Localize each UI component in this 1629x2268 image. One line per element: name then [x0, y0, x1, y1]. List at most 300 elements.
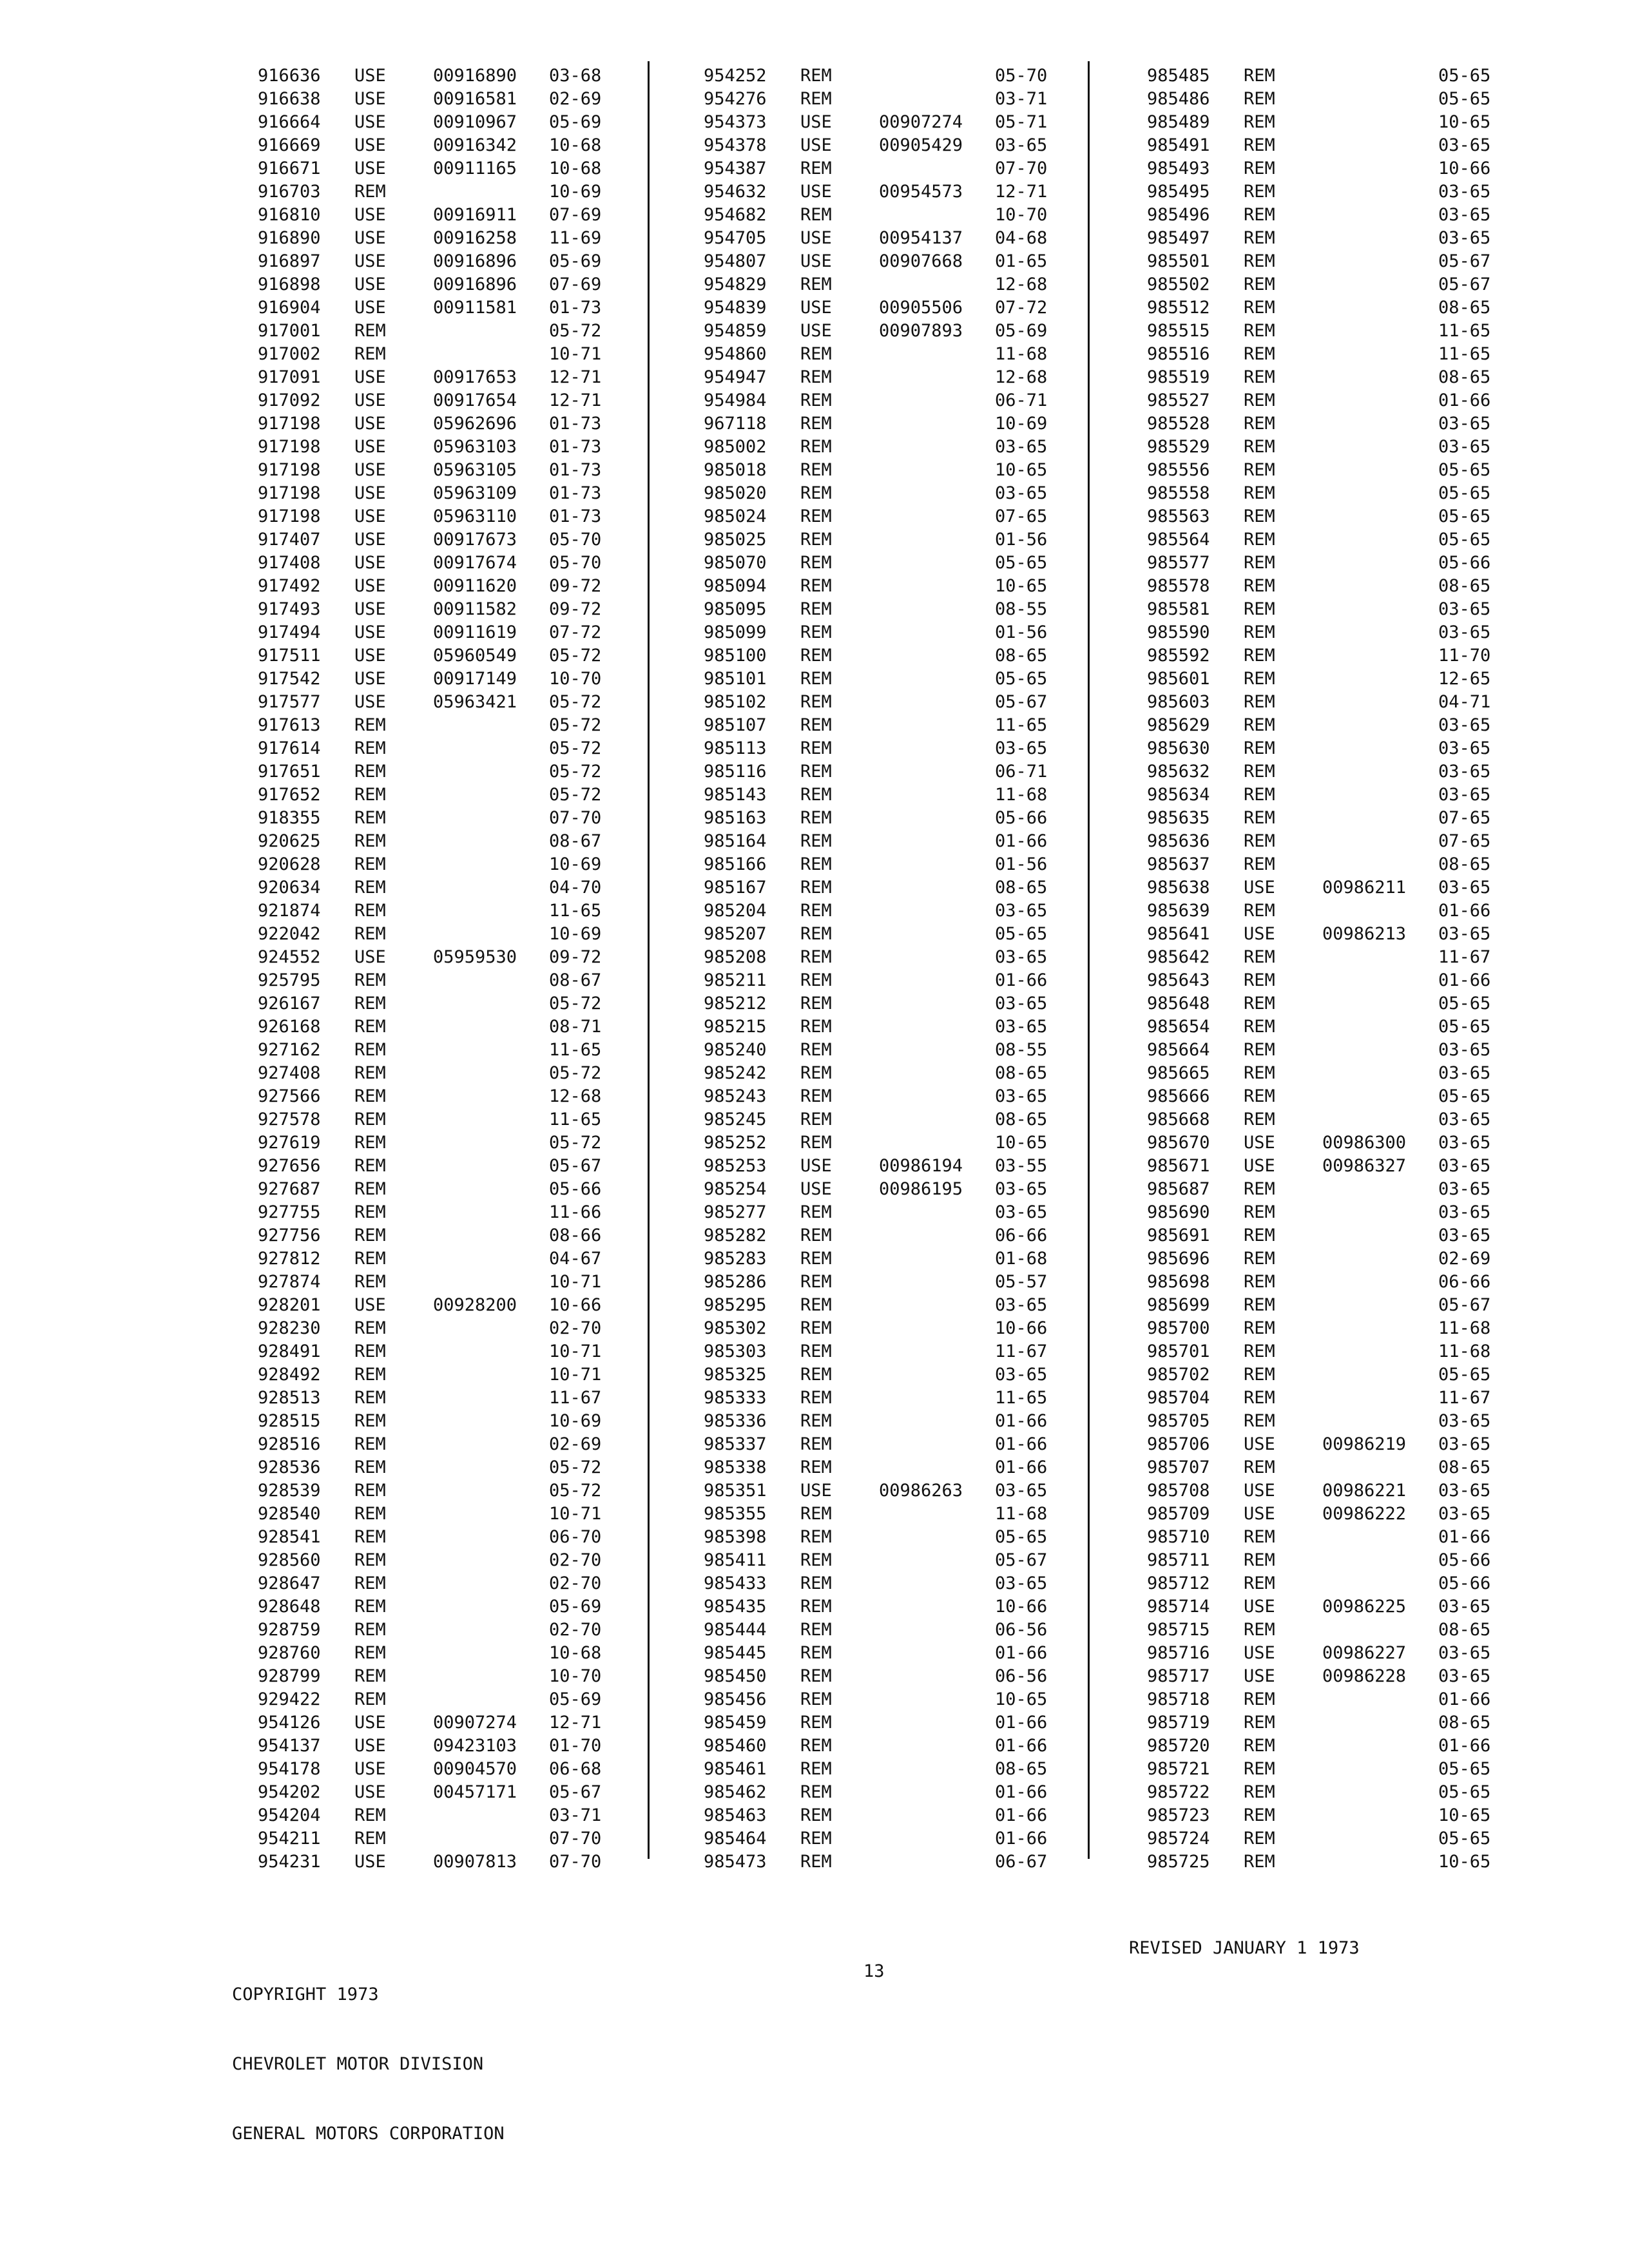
- effective-date: 03-65: [1438, 1666, 1491, 1686]
- part-number: 985002: [704, 437, 767, 457]
- part-number: 917198: [258, 460, 321, 480]
- action-code: REM: [800, 390, 832, 410]
- action-code: USE: [1244, 1666, 1275, 1686]
- replacement-number: 05963103: [433, 437, 517, 457]
- effective-date: 10-65: [1438, 112, 1491, 132]
- action-code: REM: [800, 1829, 832, 1849]
- action-code: REM: [1244, 344, 1275, 364]
- effective-date: 03-65: [995, 483, 1048, 503]
- part-number: 985444: [704, 1620, 767, 1640]
- replacement-number: 00907893: [879, 321, 963, 341]
- replacement-number: 00917673: [433, 530, 517, 550]
- corporation-line: GENERAL MOTORS CORPORATION: [232, 2124, 505, 2144]
- action-code: USE: [800, 135, 832, 155]
- part-number: 985445: [704, 1643, 767, 1663]
- effective-date: 01-66: [995, 1713, 1048, 1733]
- part-number: 917542: [258, 669, 321, 689]
- replacement-number: 00928200: [433, 1295, 517, 1315]
- part-number: 985295: [704, 1295, 767, 1315]
- effective-date: 05-72: [549, 994, 602, 1014]
- action-code: REM: [1244, 1457, 1275, 1477]
- action-code: REM: [1244, 1759, 1275, 1779]
- effective-date: 05-65: [1438, 994, 1491, 1014]
- action-code: REM: [354, 1643, 386, 1663]
- effective-date: 07-72: [549, 622, 602, 642]
- action-code: USE: [354, 66, 386, 86]
- action-code: REM: [800, 1225, 832, 1245]
- effective-date: 02-70: [549, 1550, 602, 1570]
- action-code: REM: [800, 1110, 832, 1129]
- part-number: 985670: [1147, 1133, 1210, 1153]
- part-number: 916638: [258, 89, 321, 109]
- part-number: 985687: [1147, 1179, 1210, 1199]
- action-code: USE: [354, 553, 386, 573]
- action-code: REM: [1244, 506, 1275, 526]
- action-code: USE: [1244, 1133, 1275, 1153]
- effective-date: 10-71: [549, 1365, 602, 1385]
- part-number: 916664: [258, 112, 321, 132]
- part-number: 985643: [1147, 970, 1210, 990]
- part-number: 985496: [1147, 205, 1210, 225]
- action-code: REM: [800, 1411, 832, 1431]
- effective-date: 05-66: [1438, 553, 1491, 573]
- part-number: 920634: [258, 878, 321, 898]
- effective-date: 11-67: [995, 1341, 1048, 1361]
- part-number: 985717: [1147, 1666, 1210, 1686]
- part-number: 985636: [1147, 831, 1210, 851]
- part-number: 985489: [1147, 112, 1210, 132]
- effective-date: 11-65: [1438, 321, 1491, 341]
- action-code: REM: [354, 1550, 386, 1570]
- effective-date: 05-72: [549, 738, 602, 758]
- effective-date: 03-65: [1438, 1179, 1491, 1199]
- part-number: 985338: [704, 1457, 767, 1477]
- effective-date: 06-71: [995, 762, 1048, 782]
- effective-date: 08-65: [995, 878, 1048, 898]
- part-number: 985100: [704, 646, 767, 666]
- part-number: 928541: [258, 1527, 321, 1547]
- effective-date: 01-73: [549, 460, 602, 480]
- part-number: 928647: [258, 1573, 321, 1593]
- part-number: 926168: [258, 1017, 321, 1037]
- action-code: REM: [1244, 1063, 1275, 1083]
- action-code: USE: [354, 159, 386, 178]
- part-number: 985712: [1147, 1573, 1210, 1593]
- action-code: REM: [800, 483, 832, 503]
- part-number: 954829: [704, 274, 767, 294]
- action-code: USE: [800, 251, 832, 271]
- action-code: REM: [1244, 553, 1275, 573]
- action-code: REM: [354, 1597, 386, 1617]
- part-number: 985502: [1147, 274, 1210, 294]
- division-line: CHEVROLET MOTOR DIVISION: [232, 2054, 484, 2074]
- part-number: 985245: [704, 1110, 767, 1129]
- effective-date: 01-65: [995, 251, 1048, 271]
- part-number: 917492: [258, 576, 321, 596]
- effective-date: 10-69: [995, 414, 1048, 434]
- action-code: REM: [800, 66, 832, 86]
- effective-date: 03-65: [1438, 135, 1491, 155]
- effective-date: 11-67: [549, 1388, 602, 1408]
- replacement-number: 05963105: [433, 460, 517, 480]
- part-number: 927756: [258, 1225, 321, 1245]
- effective-date: 03-65: [995, 1481, 1048, 1501]
- action-code: REM: [800, 1573, 832, 1593]
- effective-date: 01-66: [995, 1805, 1048, 1825]
- action-code: USE: [354, 298, 386, 318]
- part-number: 985722: [1147, 1782, 1210, 1802]
- effective-date: 03-65: [1438, 715, 1491, 735]
- action-code: REM: [1244, 274, 1275, 294]
- action-code: USE: [354, 135, 386, 155]
- action-code: REM: [1244, 1110, 1275, 1129]
- part-number: 985708: [1147, 1481, 1210, 1501]
- part-number: 917198: [258, 506, 321, 526]
- action-code: REM: [800, 692, 832, 712]
- effective-date: 12-71: [995, 182, 1048, 202]
- effective-date: 01-68: [995, 1249, 1048, 1269]
- action-code: REM: [1244, 692, 1275, 712]
- part-number: 954860: [704, 344, 767, 364]
- action-code: REM: [800, 1689, 832, 1709]
- effective-date: 11-68: [1438, 1341, 1491, 1361]
- part-number: 927619: [258, 1133, 321, 1153]
- action-code: REM: [1244, 367, 1275, 387]
- part-number: 985212: [704, 994, 767, 1014]
- part-number: 928491: [258, 1341, 321, 1361]
- action-code: REM: [800, 1133, 832, 1153]
- replacement-number: 00905506: [879, 298, 963, 318]
- part-number: 985070: [704, 553, 767, 573]
- part-number: 985473: [704, 1852, 767, 1872]
- effective-date: 01-56: [995, 530, 1048, 550]
- part-number: 928759: [258, 1620, 321, 1640]
- effective-date: 03-65: [995, 1017, 1048, 1037]
- effective-date: 01-66: [1438, 970, 1491, 990]
- effective-date: 05-65: [1438, 66, 1491, 86]
- action-code: REM: [354, 1272, 386, 1292]
- action-code: REM: [800, 622, 832, 642]
- part-number: 985433: [704, 1573, 767, 1593]
- effective-date: 05-69: [549, 1689, 602, 1709]
- action-code: REM: [354, 1110, 386, 1129]
- replacement-number: 00986300: [1322, 1133, 1407, 1153]
- effective-date: 10-69: [549, 1411, 602, 1431]
- effective-date: 07-65: [1438, 808, 1491, 828]
- effective-date: 05-65: [1438, 1017, 1491, 1037]
- part-number: 954984: [704, 390, 767, 410]
- action-code: REM: [1244, 1527, 1275, 1547]
- action-code: REM: [800, 506, 832, 526]
- effective-date: 01-73: [549, 506, 602, 526]
- effective-date: 03-65: [1438, 1481, 1491, 1501]
- action-code: REM: [1244, 831, 1275, 851]
- action-code: USE: [354, 692, 386, 712]
- effective-date: 02-70: [549, 1573, 602, 1593]
- part-number: 985302: [704, 1318, 767, 1338]
- effective-date: 05-69: [995, 321, 1048, 341]
- replacement-number: 00904570: [433, 1759, 517, 1779]
- action-code: REM: [1244, 483, 1275, 503]
- action-code: REM: [800, 1202, 832, 1222]
- part-number: 917511: [258, 646, 321, 666]
- part-number: 967118: [704, 414, 767, 434]
- action-code: REM: [800, 970, 832, 990]
- effective-date: 03-65: [995, 1179, 1048, 1199]
- action-code: REM: [800, 1666, 832, 1686]
- action-code: USE: [800, 1156, 832, 1176]
- part-number: 985700: [1147, 1318, 1210, 1338]
- part-number: 917613: [258, 715, 321, 735]
- action-code: REM: [1244, 182, 1275, 202]
- effective-date: 01-66: [995, 1643, 1048, 1663]
- action-code: REM: [800, 414, 832, 434]
- action-code: USE: [1244, 1156, 1275, 1176]
- part-number: 954378: [704, 135, 767, 155]
- part-number: 916636: [258, 66, 321, 86]
- effective-date: 05-67: [1438, 274, 1491, 294]
- action-code: REM: [800, 1852, 832, 1872]
- action-code: REM: [800, 437, 832, 457]
- action-code: REM: [354, 715, 386, 735]
- action-code: REM: [800, 808, 832, 828]
- part-number: 927755: [258, 1202, 321, 1222]
- part-number: 985493: [1147, 159, 1210, 178]
- replacement-number: 00916258: [433, 228, 517, 248]
- effective-date: 10-70: [549, 1666, 602, 1686]
- action-code: USE: [354, 622, 386, 642]
- action-code: REM: [800, 1527, 832, 1547]
- action-code: REM: [354, 785, 386, 805]
- action-code: USE: [800, 1481, 832, 1501]
- effective-date: 05-57: [995, 1272, 1048, 1292]
- part-number: 985101: [704, 669, 767, 689]
- action-code: REM: [800, 1365, 832, 1385]
- effective-date: 10-66: [549, 1295, 602, 1315]
- effective-date: 05-67: [1438, 251, 1491, 271]
- effective-date: 05-72: [549, 1457, 602, 1477]
- action-code: REM: [354, 1457, 386, 1477]
- action-code: REM: [800, 1713, 832, 1733]
- part-number: 985635: [1147, 808, 1210, 828]
- replacement-number: 05962696: [433, 414, 517, 434]
- part-number: 985707: [1147, 1457, 1210, 1477]
- action-code: USE: [354, 947, 386, 967]
- action-code: USE: [354, 1782, 386, 1802]
- action-code: REM: [1244, 1689, 1275, 1709]
- effective-date: 07-70: [549, 1852, 602, 1872]
- action-code: REM: [1244, 622, 1275, 642]
- effective-date: 03-65: [1438, 924, 1491, 944]
- effective-date: 06-67: [995, 1852, 1048, 1872]
- part-number: 916898: [258, 274, 321, 294]
- part-number: 927578: [258, 1110, 321, 1129]
- part-number: 985485: [1147, 66, 1210, 86]
- effective-date: 11-65: [1438, 344, 1491, 364]
- effective-date: 03-65: [995, 437, 1048, 457]
- part-number: 917408: [258, 553, 321, 573]
- effective-date: 10-66: [995, 1318, 1048, 1338]
- copyright-line: COPYRIGHT 1973: [232, 1984, 379, 2004]
- action-code: REM: [1244, 1179, 1275, 1199]
- action-code: REM: [1244, 1040, 1275, 1060]
- part-number: 928201: [258, 1295, 321, 1315]
- part-number: 985705: [1147, 1411, 1210, 1431]
- part-number: 985711: [1147, 1550, 1210, 1570]
- part-number: 985094: [704, 576, 767, 596]
- effective-date: 05-69: [549, 112, 602, 132]
- effective-date: 05-65: [1438, 483, 1491, 503]
- replacement-number: 00911619: [433, 622, 517, 642]
- action-code: REM: [1244, 1620, 1275, 1640]
- action-code: REM: [1244, 1829, 1275, 1849]
- part-number: 985253: [704, 1156, 767, 1176]
- part-number: 985254: [704, 1179, 767, 1199]
- effective-date: 03-65: [995, 1202, 1048, 1222]
- action-code: REM: [354, 1527, 386, 1547]
- effective-date: 11-67: [1438, 1388, 1491, 1408]
- replacement-number: 00986219: [1322, 1434, 1407, 1454]
- part-number: 985723: [1147, 1805, 1210, 1825]
- effective-date: 07-72: [995, 298, 1048, 318]
- part-number: 985578: [1147, 576, 1210, 596]
- effective-date: 01-73: [549, 437, 602, 457]
- effective-date: 10-66: [1438, 159, 1491, 178]
- action-code: USE: [354, 1713, 386, 1733]
- action-code: REM: [1244, 994, 1275, 1014]
- action-code: REM: [354, 1689, 386, 1709]
- effective-date: 03-65: [1438, 437, 1491, 457]
- part-number: 985577: [1147, 553, 1210, 573]
- action-code: REM: [1244, 1341, 1275, 1361]
- part-number: 925795: [258, 970, 321, 990]
- effective-date: 12-71: [549, 367, 602, 387]
- effective-date: 11-67: [1438, 947, 1491, 967]
- action-code: USE: [800, 298, 832, 318]
- action-code: REM: [1244, 1365, 1275, 1385]
- replacement-number: 00911165: [433, 159, 517, 178]
- part-number: 985632: [1147, 762, 1210, 782]
- effective-date: 02-70: [549, 1620, 602, 1640]
- part-number: 985664: [1147, 1040, 1210, 1060]
- action-code: REM: [1244, 460, 1275, 480]
- action-code: USE: [354, 1759, 386, 1779]
- action-code: REM: [800, 924, 832, 944]
- action-code: REM: [354, 1388, 386, 1408]
- part-number: 985701: [1147, 1341, 1210, 1361]
- effective-date: 07-70: [549, 1829, 602, 1849]
- replacement-number: 00986225: [1322, 1597, 1407, 1617]
- part-number: 985143: [704, 785, 767, 805]
- action-code: USE: [354, 1852, 386, 1872]
- part-number: 985709: [1147, 1504, 1210, 1524]
- part-number: 985435: [704, 1597, 767, 1617]
- action-code: REM: [1244, 1713, 1275, 1733]
- effective-date: 05-72: [549, 646, 602, 666]
- part-number: 985641: [1147, 924, 1210, 944]
- part-number: 985564: [1147, 530, 1210, 550]
- part-number: 917198: [258, 437, 321, 457]
- part-number: 985491: [1147, 135, 1210, 155]
- part-number: 985025: [704, 530, 767, 550]
- effective-date: 03-65: [995, 901, 1048, 921]
- effective-date: 05-65: [995, 669, 1048, 689]
- action-code: REM: [1244, 298, 1275, 318]
- effective-date: 01-66: [995, 1457, 1048, 1477]
- part-number: 985721: [1147, 1759, 1210, 1779]
- page-number: 13: [863, 1961, 885, 1981]
- replacement-number: 00916581: [433, 89, 517, 109]
- part-number: 985634: [1147, 785, 1210, 805]
- part-number: 954373: [704, 112, 767, 132]
- action-code: REM: [800, 1782, 832, 1802]
- replacement-number: 05963109: [433, 483, 517, 503]
- effective-date: 02-69: [1438, 1249, 1491, 1269]
- effective-date: 07-69: [549, 205, 602, 225]
- part-number: 954137: [258, 1736, 321, 1756]
- footer-left: [232, 1937, 505, 2192]
- part-number: 985286: [704, 1272, 767, 1292]
- part-number: 985515: [1147, 321, 1210, 341]
- action-code: REM: [800, 646, 832, 666]
- part-number: 985719: [1147, 1713, 1210, 1733]
- part-number: 985556: [1147, 460, 1210, 480]
- part-number: 985336: [704, 1411, 767, 1431]
- replacement-number: 05963421: [433, 692, 517, 712]
- action-code: REM: [1244, 715, 1275, 735]
- action-code: REM: [1244, 738, 1275, 758]
- effective-date: 03-65: [1438, 1504, 1491, 1524]
- effective-date: 10-71: [549, 1504, 602, 1524]
- effective-date: 05-65: [1438, 1086, 1491, 1106]
- effective-date: 03-65: [1438, 762, 1491, 782]
- effective-date: 08-65: [995, 646, 1048, 666]
- action-code: REM: [354, 321, 386, 341]
- action-code: REM: [354, 901, 386, 921]
- action-code: REM: [354, 924, 386, 944]
- action-code: REM: [800, 1597, 832, 1617]
- effective-date: 01-66: [995, 1411, 1048, 1431]
- part-number: 985603: [1147, 692, 1210, 712]
- part-number: 985456: [704, 1689, 767, 1709]
- effective-date: 05-72: [549, 1063, 602, 1083]
- effective-date: 05-67: [549, 1782, 602, 1802]
- effective-date: 03-65: [1438, 1411, 1491, 1431]
- replacement-number: 00905429: [879, 135, 963, 155]
- action-code: REM: [354, 1156, 386, 1176]
- action-code: REM: [354, 1666, 386, 1686]
- effective-date: 11-65: [549, 1040, 602, 1060]
- replacement-number: 00911620: [433, 576, 517, 596]
- part-number: 927812: [258, 1249, 321, 1269]
- part-number: 920625: [258, 831, 321, 851]
- part-number: 954204: [258, 1805, 321, 1825]
- action-code: REM: [1244, 808, 1275, 828]
- part-number: 985282: [704, 1225, 767, 1245]
- action-code: REM: [800, 1504, 832, 1524]
- effective-date: 03-65: [1438, 205, 1491, 225]
- replacement-number: 00910967: [433, 112, 517, 132]
- effective-date: 05-65: [1438, 506, 1491, 526]
- action-code: REM: [354, 344, 386, 364]
- part-number: 985163: [704, 808, 767, 828]
- action-code: REM: [800, 878, 832, 898]
- part-number: 954839: [704, 298, 767, 318]
- part-number: 985167: [704, 878, 767, 898]
- part-number: 985666: [1147, 1086, 1210, 1106]
- part-number: 985690: [1147, 1202, 1210, 1222]
- part-number: 985696: [1147, 1249, 1210, 1269]
